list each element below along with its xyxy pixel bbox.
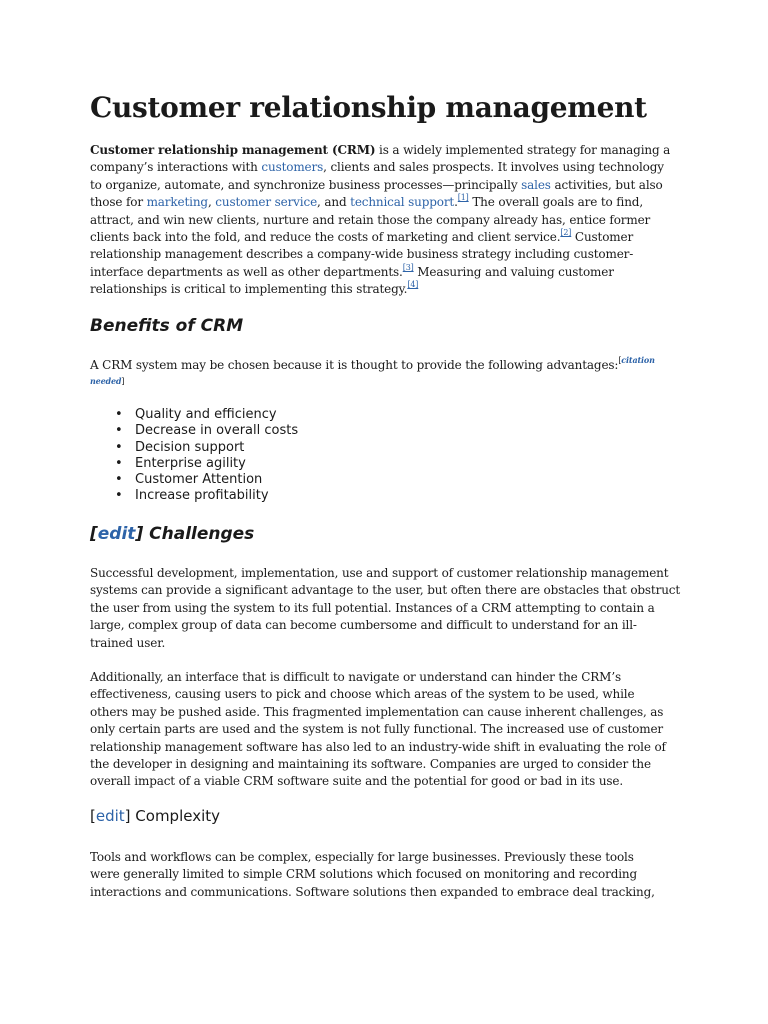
- paragraph-line: large, complex group of data can become cumbersome and difficult to understand for an ill-: [90, 618, 637, 633]
- paragraph-line: Additionally, an interface that is difficult to navigate or understand can hinder the CRM’s: [90, 670, 621, 684]
- intro-text: company’s interactions with: [90, 160, 262, 175]
- intro-line-7: relationship management describes a company-wide business strategy including customer-: [90, 247, 634, 262]
- bracket-open: [: [90, 524, 98, 544]
- paragraph-line: only certain parts are used and the system is not fully functional. The increased use of customer: [90, 722, 663, 737]
- bracket-open: [: [90, 807, 96, 825]
- paragraph-line: relationship management software has also led to an industry-wide shift in evaluating the role of: [90, 739, 666, 754]
- link-customers[interactable]: customers: [261, 160, 324, 175]
- benefits-intro-line-1: [90, 357, 680, 374]
- section-heading-complexity: [90, 806, 220, 826]
- list-item-label: Quality and efficiency: [135, 407, 277, 422]
- intro-line-2: [90, 159, 680, 176]
- bracket-close: ]: [124, 807, 131, 825]
- list-item: [90, 488, 298, 504]
- list-item-label: Increase profitability: [135, 488, 269, 504]
- paragraph-line: overall impact of a viable CRM software suite and the potential for good or bad in its use.: [90, 774, 624, 789]
- paragraph-line: trained user.: [90, 635, 166, 650]
- intro-text: Measuring and valuing customer: [413, 264, 614, 279]
- paragraph-line: the developer in designing and maintaining its software. Companies are urged to consider the: [90, 757, 651, 772]
- link-customer-service[interactable]: customer service: [215, 195, 318, 210]
- intro-line-3: [90, 177, 680, 194]
- citation-needed-link[interactable]: citation: [621, 355, 655, 365]
- intro-text: to organize, automate, and synchronize business processes—principally: [90, 177, 522, 192]
- citation-bracket-open: [: [618, 356, 622, 365]
- complexity-paragraph-1: [90, 849, 680, 901]
- list-item-label: Decision support: [135, 439, 245, 455]
- intro-text: clients back into the fold, and reduce the costs of marketing and client service.: [90, 230, 561, 245]
- list-item-label: Enterprise agility: [135, 455, 246, 471]
- paragraph-line: systems can provide a significant advantage to the user, but often there are obstacles that obstruct: [90, 583, 681, 598]
- list-item-label: Customer Attention: [135, 472, 263, 488]
- paragraph-line: the user from using the system to its full potential. Instances of a CRM attempting to contain a: [90, 600, 655, 615]
- edit-link-complexity[interactable]: edit: [95, 807, 125, 825]
- citation-needed[interactable]: [618, 356, 654, 365]
- page-title: Customer relationship management: [90, 91, 647, 124]
- paragraph-line: others may be pushed aside. This fragmented implementation can cause inherent challenges, as: [90, 704, 664, 719]
- intro-paragraph: [90, 142, 680, 299]
- list-item: [90, 407, 298, 423]
- intro-text: Customer: [571, 230, 634, 245]
- intro-text: , clients and sales prospects. It involves using technology: [323, 160, 664, 175]
- challenges-paragraph-1: [90, 565, 680, 652]
- intro-text: is a widely implemented strategy for managing a: [375, 143, 671, 157]
- link-technical-support[interactable]: technical support: [350, 195, 455, 210]
- link-sales[interactable]: sales: [521, 177, 551, 192]
- benefits-intro: [90, 357, 680, 386]
- paragraph-line: were generally limited to simple CRM solutions which focused on monitoring and recording: [90, 867, 638, 882]
- citation-needed-link-2[interactable]: needed: [90, 376, 122, 387]
- section-heading-challenges: [90, 523, 254, 545]
- paragraph-line: Successful development, implementation, use and support of customer relationship management: [90, 566, 669, 580]
- bullet-icon: •: [115, 423, 123, 439]
- intro-text: The overall goals are to find,: [468, 195, 643, 210]
- bullet-icon: •: [115, 407, 123, 422]
- section-heading-text: Challenges: [143, 524, 255, 544]
- benefits-intro-text: A CRM system may be chosen because it is thought to provide the following advantages:: [90, 358, 619, 372]
- link-marketing[interactable]: marketing: [146, 195, 208, 210]
- list-item-label: Decrease in overall costs: [135, 423, 299, 439]
- benefits-intro-line-2: [90, 374, 680, 386]
- bullet-icon: •: [115, 455, 123, 471]
- intro-text: activities, but also: [550, 177, 663, 192]
- intro-line-1: [90, 142, 680, 159]
- intro-text: ,: [207, 195, 216, 210]
- citation-bracket-close: ]: [121, 377, 125, 387]
- reference-1-link[interactable]: [1]: [457, 193, 469, 203]
- challenges-paragraph-2: [90, 669, 680, 791]
- reference-2-link[interactable]: [2]: [560, 228, 572, 238]
- intro-text: .: [454, 195, 458, 210]
- list-item: [90, 456, 298, 472]
- intro-text: relationships is critical to implementing this strategy.: [90, 282, 408, 297]
- paragraph-line: interactions and communications. Software solutions then expanded to embrace deal tracking,: [90, 884, 655, 899]
- intro-line-4: [90, 194, 680, 211]
- paragraph-line: Tools and workflows can be complex, especially for large businesses. Previously these tools: [90, 850, 634, 864]
- edit-link-challenges[interactable]: edit: [97, 524, 136, 544]
- benefits-list: [90, 407, 298, 505]
- list-item: [90, 472, 298, 488]
- list-item: [90, 423, 298, 439]
- paragraph-line: effectiveness, causing users to pick and choose which areas of the system to be used, while: [90, 687, 635, 702]
- intro-text: interface departments as well as other departments.: [90, 264, 403, 279]
- bullet-icon: •: [115, 488, 123, 504]
- reference-4[interactable]: [407, 280, 418, 289]
- intro-line-5: attract, and win new clients, nurture and retain those the company already has, entice former: [90, 212, 651, 227]
- intro-line-9: [90, 281, 680, 298]
- intro-text: , and: [317, 195, 351, 210]
- bullet-icon: •: [115, 472, 123, 488]
- intro-line-8: [90, 264, 680, 281]
- crm-bold-term: Customer relationship management (CRM): [90, 143, 376, 157]
- reference-3[interactable]: [403, 263, 414, 272]
- citation-needed-cont[interactable]: [90, 377, 124, 386]
- reference-2[interactable]: [560, 228, 571, 237]
- intro-line-6: [90, 229, 680, 246]
- section-heading-text: Complexity: [130, 807, 221, 825]
- list-item: [90, 440, 298, 456]
- bullet-icon: •: [115, 439, 123, 455]
- bracket-close: ]: [135, 524, 144, 544]
- intro-text: those for: [90, 195, 147, 210]
- reference-1[interactable]: [458, 193, 469, 202]
- reference-3-link[interactable]: [3]: [402, 262, 414, 272]
- reference-4-link[interactable]: [4]: [407, 280, 419, 290]
- section-heading-benefits: Benefits of CRM: [90, 316, 244, 336]
